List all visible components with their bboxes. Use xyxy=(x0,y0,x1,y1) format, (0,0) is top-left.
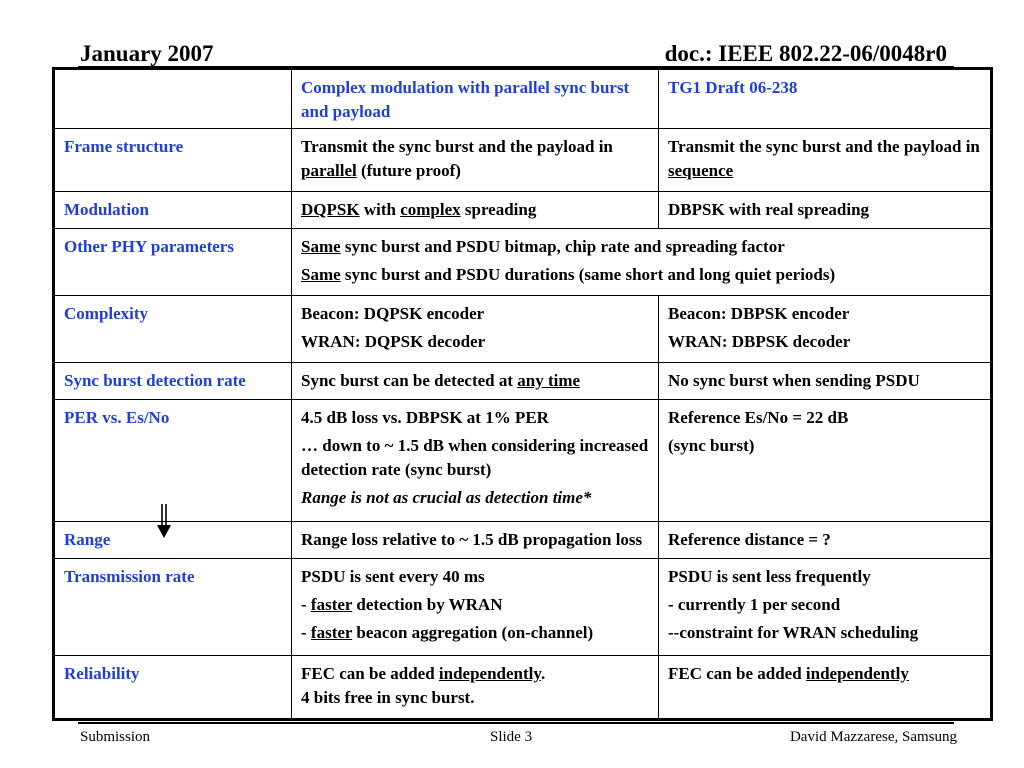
cell-text: faster xyxy=(310,623,353,643)
cell-paragraph xyxy=(668,565,981,589)
comparison-table xyxy=(52,67,993,721)
cell-paragraph xyxy=(668,528,981,552)
cell-text: Sync burst can be detected at xyxy=(301,370,518,390)
cell-text: detection by WRAN xyxy=(352,595,503,615)
cell-text: FEC can be added xyxy=(301,664,439,684)
cell-text: … down to ~ 1.5 dB when considering increased detection rate (sync burst) xyxy=(301,436,649,480)
cell-text: - xyxy=(301,595,311,615)
table-row xyxy=(54,522,992,559)
cell-text: PSDU is sent less frequently xyxy=(668,567,871,587)
cell-tg1-draft xyxy=(659,191,992,228)
cell-tg1-draft xyxy=(659,129,992,192)
cell-paragraph xyxy=(668,330,981,354)
table-row xyxy=(54,295,992,362)
row-label: Complexity xyxy=(54,295,292,362)
table-row xyxy=(54,559,992,656)
cell-paragraph xyxy=(668,593,981,617)
footer-submission: Submission xyxy=(80,729,151,745)
cell-complex-modulation xyxy=(292,129,659,192)
cell-tg1-draft xyxy=(659,295,992,362)
cell-paragraph xyxy=(668,406,981,430)
cell-paragraph xyxy=(668,621,981,645)
cell-complex-modulation xyxy=(292,295,659,362)
cell-complex-modulation xyxy=(292,559,659,656)
cell-text: 4 bits free in sync burst. xyxy=(301,688,475,708)
cell-text: Transmit the sync burst and the payload in xyxy=(301,137,613,156)
cell-text: sync burst and PSDU bitmap, chip rate and spreading factor xyxy=(340,236,785,256)
cell-complex-modulation xyxy=(292,400,659,522)
cell-paragraph xyxy=(301,369,649,393)
table-row xyxy=(54,400,992,522)
table-row xyxy=(54,656,992,720)
cell-text: Beacon: DBPSK encoder xyxy=(668,303,850,323)
double-line-down-arrow-icon xyxy=(154,504,174,538)
cell-text: Range loss relative to ~ 1.5 dB propagation loss xyxy=(301,530,643,550)
cell-paragraph xyxy=(301,302,649,326)
cell-paragraph xyxy=(301,198,649,222)
cell-complex-modulation xyxy=(292,362,659,399)
cell-tg1-draft xyxy=(659,522,992,559)
cell-text: Beacon: DQPSK encoder xyxy=(301,303,485,323)
cell-text: Reference Es/No = 22 dB xyxy=(668,408,849,428)
cell-paragraph xyxy=(301,486,649,510)
cell-text: faster xyxy=(310,595,353,615)
cell-text: Range is not as crucial as detection time* xyxy=(301,488,592,508)
cell-text: sync burst and PSDU durations (same short and long quiet periods) xyxy=(340,264,836,284)
table-row xyxy=(54,362,992,399)
cell-complex-modulation xyxy=(292,191,659,228)
row-label: Modulation xyxy=(54,191,292,228)
cell-text: --constraint for WRAN scheduling xyxy=(668,623,919,643)
cell-tg1-draft xyxy=(659,362,992,399)
row-label: Reliability xyxy=(54,656,292,720)
cell-text: 4.5 dB loss vs. DBPSK at 1% PER xyxy=(301,408,549,428)
footer-slide-number: Slide 3 xyxy=(490,729,533,745)
cell-text: PSDU is sent every 40 ms xyxy=(301,567,485,587)
cell-text: No sync burst when sending PSDU xyxy=(668,370,920,390)
row-label: Frame structure xyxy=(54,129,292,192)
footer-author: David Mazzarese, Samsung xyxy=(789,729,957,745)
table-row xyxy=(54,129,992,192)
header-cell-tg1-draft: TG1 Draft 06-238 xyxy=(659,69,992,129)
cell-paragraph xyxy=(301,135,649,183)
cell-text: with xyxy=(359,199,401,219)
cell-text: any time xyxy=(517,370,581,390)
cell-text: beacon aggregation (on-channel) xyxy=(352,623,594,643)
cell-paragraph xyxy=(301,593,649,617)
cell-text: independently xyxy=(805,664,909,684)
cell-text: complex xyxy=(400,199,461,219)
row-label: Transmission rate xyxy=(54,559,292,656)
table-header-row xyxy=(54,69,992,129)
cell-text: - xyxy=(301,623,311,643)
row-label: PER vs. Es/No xyxy=(54,400,292,522)
cell-text: Transmit the sync burst and the payload in xyxy=(668,137,980,156)
cell-paragraph xyxy=(668,369,981,393)
footer-rule xyxy=(78,722,954,724)
header-date: January 2007 xyxy=(80,41,214,66)
cell-text: spreading xyxy=(460,199,537,219)
cell-text: DBPSK with real spreading xyxy=(668,199,870,219)
merged-cell xyxy=(292,228,992,295)
cell-paragraph xyxy=(668,135,981,183)
cell-tg1-draft xyxy=(659,400,992,522)
cell-text: Same xyxy=(301,264,341,284)
cell-paragraph xyxy=(668,434,981,458)
cell-paragraph xyxy=(301,406,649,430)
cell-paragraph xyxy=(301,621,649,645)
cell-text: WRAN: DQPSK decoder xyxy=(301,331,486,351)
cell-paragraph xyxy=(668,302,981,326)
cell-tg1-draft xyxy=(659,656,992,720)
table-row xyxy=(54,228,992,295)
row-label: Range xyxy=(54,522,292,559)
cell-text: (sync burst) xyxy=(668,436,755,456)
cell-paragraph xyxy=(668,662,981,686)
cell-text: Same xyxy=(301,236,341,256)
cell-text: DQPSK xyxy=(301,199,360,219)
cell-tg1-draft xyxy=(659,559,992,656)
cell-text: sequence xyxy=(668,161,734,180)
row-label: Sync burst detection rate xyxy=(54,362,292,399)
cell-text: WRAN: DBPSK decoder xyxy=(668,331,851,351)
cell-paragraph xyxy=(668,198,981,222)
cell-complex-modulation xyxy=(292,522,659,559)
cell-paragraph xyxy=(301,263,981,287)
cell-text: - currently 1 per second xyxy=(668,595,841,615)
cell-text: Reference distance = ? xyxy=(668,530,831,550)
cell-text: parallel xyxy=(301,161,357,180)
row-label: Other PHY parameters xyxy=(54,228,292,295)
cell-complex-modulation xyxy=(292,656,659,720)
cell-paragraph xyxy=(301,662,649,710)
cell-paragraph xyxy=(301,434,649,482)
cell-paragraph xyxy=(301,330,649,354)
table-row xyxy=(54,191,992,228)
cell-paragraph xyxy=(301,528,649,552)
cell-paragraph xyxy=(301,235,981,259)
cell-paragraph xyxy=(301,565,649,589)
cell-text: independently xyxy=(438,664,541,684)
header-doc-id: doc.: IEEE 802.22-06/0048r0 xyxy=(664,41,947,66)
table-body xyxy=(54,129,992,720)
cell-text: FEC can be added xyxy=(668,664,806,684)
header-cell-complex-modulation: Complex modulation with parallel sync burst and payload xyxy=(292,69,659,129)
cell-text: (future proof) xyxy=(356,161,461,180)
header-cell-empty xyxy=(54,69,292,129)
cell-text: . xyxy=(540,664,546,684)
